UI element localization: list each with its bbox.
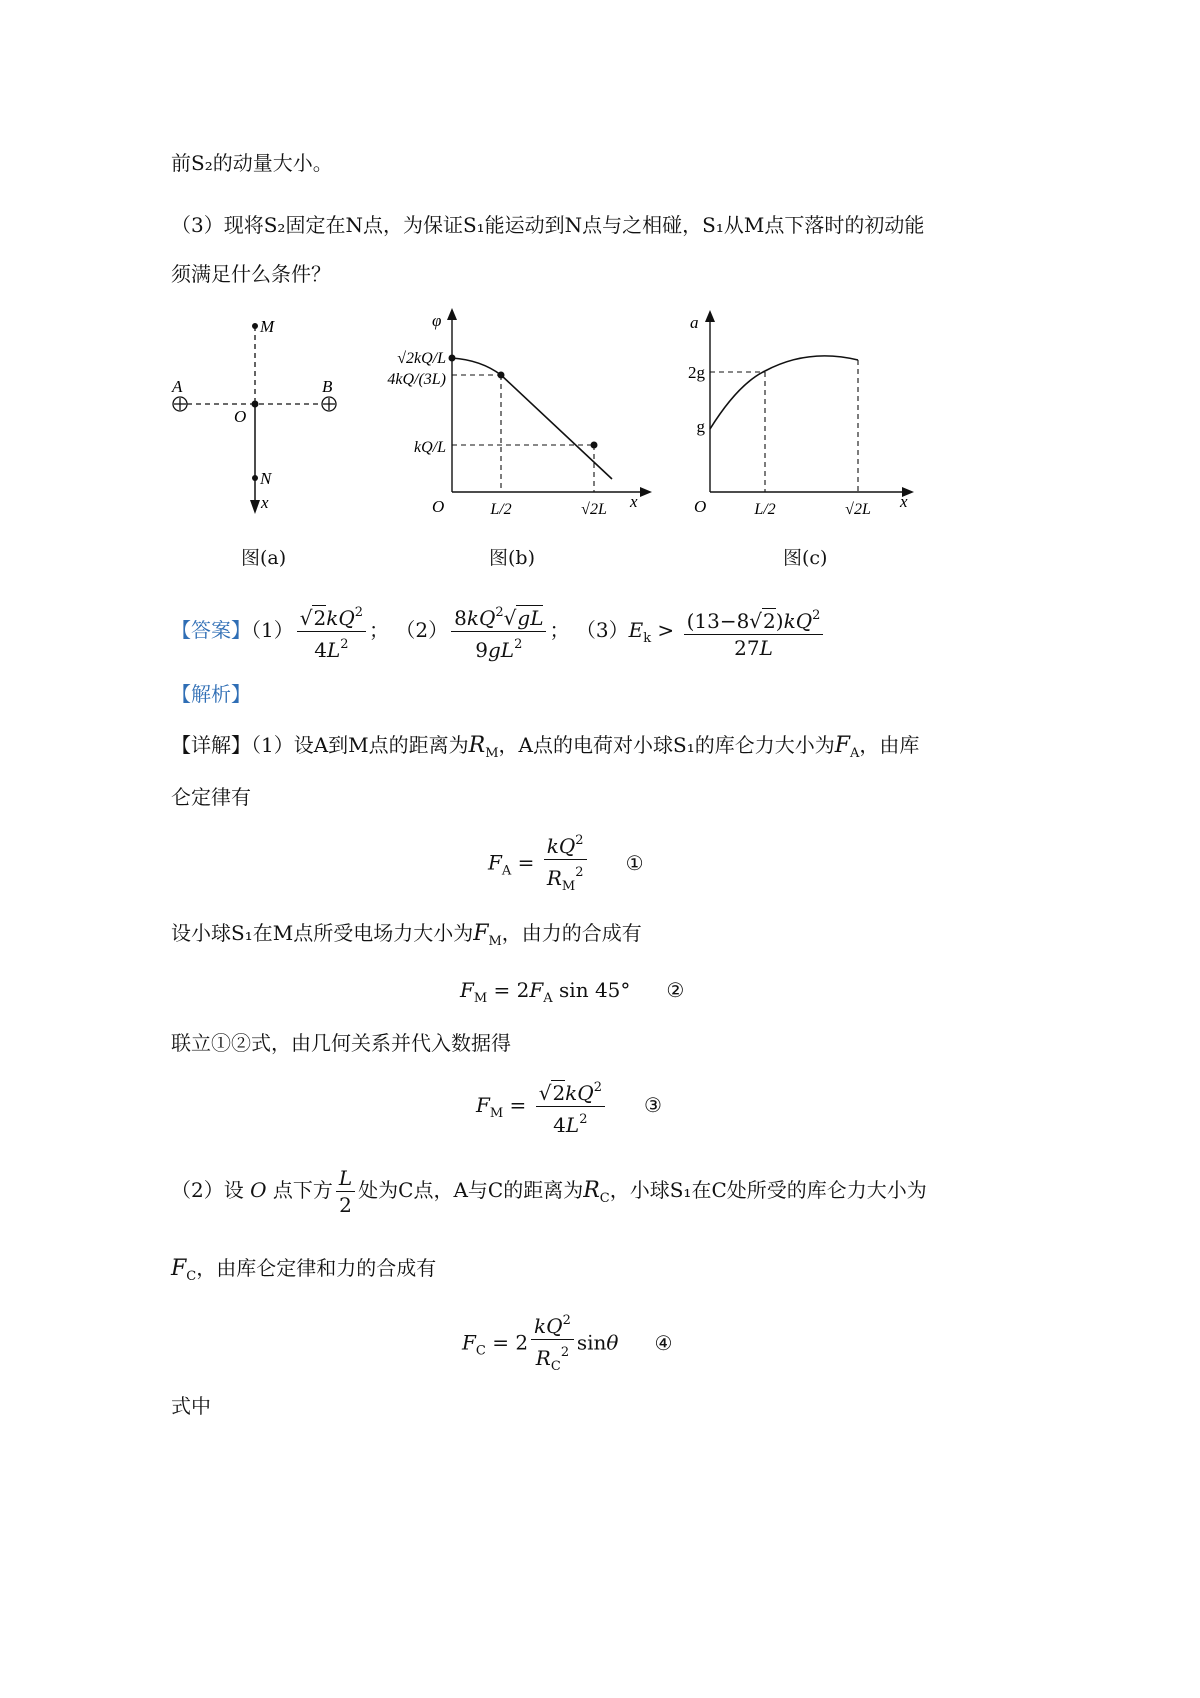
y-axis-label-phi: φ [432,311,442,330]
label-b: B [322,377,333,396]
detail-text: 处为C点，A与C的距离为 [358,1178,584,1202]
equation-2: $F_M = 2F_A$ sin 45° ② [460,978,685,1006]
detail-line-2: 仑定律有 [171,785,251,809]
tick-g: g [696,417,705,436]
figure-b-graph [376,306,658,530]
point-o [252,401,259,408]
acceleration-curve [710,356,858,429]
equation-4: $F_C = 2$ $\frac{kQ^2}{R_C^2}$ sinθ ④ [462,1308,672,1380]
figure-c-caption: 图(c) [783,547,828,569]
detail-text: ，由库 [859,733,920,757]
intro-line-1: 前S₂的动量大小。 [171,151,333,175]
answer-separator: ； [369,618,390,642]
equation-1: $F_A$ = $\frac{kQ^2}{R_M^2}$ ① [488,828,644,900]
tick-l-over-2: L/2 [754,501,776,518]
answer-separator: ； [549,618,570,642]
analysis-tag: 【解析】 [171,682,251,706]
detail-text: 设小球S₁在M点所受电场力大小为 [171,921,474,945]
x-axis-label: x [630,492,638,511]
detail-line-5: （2）设 O 点下方 $\frac{L}{2}$ 处为C点，A与C的距离为$R_C$，小球S₁在C处所受的库仑力大小为 [171,1166,927,1217]
label-x: x [261,493,269,512]
answer-part1-formula: $\frac{√2kQ^2}{4L^2}$ [297,600,366,663]
charge-b-icon [322,397,336,411]
answer-part3-formula: $E_k$ > $\frac{(13-8√2)kQ^2}{27L}$ [629,618,827,642]
answer-line [171,600,826,663]
detail-text: （1）设A到M点的距离为 [251,733,469,757]
tick-sqrt2kq-over-l: √2kQ/L [397,350,446,367]
figure-a-caption: 图(a) [241,547,287,569]
detail-text: 点下方 [272,1178,333,1202]
point-n [252,475,258,481]
y-axis-label-a: a [690,313,699,332]
point-m [252,323,258,329]
answer-part2-label: （2） [395,618,449,642]
label-a: A [172,377,183,396]
equation-tag: ② [666,978,685,1002]
tick-kq-over-l: kQ/L [414,439,446,456]
charge-a-icon [173,397,187,411]
label-n: N [260,469,272,488]
detail-line-3: 设小球S₁在M点所受电场力大小为$F_M$，由力的合成有 [171,921,642,949]
origin-label: O [694,497,707,516]
tick-sqrt2-l: √2L [581,501,607,518]
equation-tag: ③ [643,1093,662,1117]
detail-line-1: 【详解】（1）设A到M点的距离为$R_M$，A点的电荷对小球S₁的库仑力大小为$F_A$，由库 [171,733,920,761]
equation-tag: ④ [654,1330,673,1355]
x-axis-label: x [900,492,908,511]
equation-tag: ① [625,850,644,875]
answer-part1-label: （1） [251,618,294,642]
tick-4kq-over-3l: 4kQ/(3L) [387,371,446,388]
tick-2g: 2g [688,363,705,382]
question-3-line-1: （3）现将S₂固定在N点，为保证S₁能运动到N点与之相碰，S₁从M点下落时的初动能 [171,213,925,237]
detail-line-4: 联立①②式，由几何关系并代入数据得 [171,1031,511,1055]
tick-sqrt2-l: √2L [845,501,871,518]
detail-text: ，由库仑定律和力的合成有 [196,1256,437,1280]
figure-b-caption: 图(b) [489,547,535,569]
label-o: O [234,407,247,426]
label-m: M [260,317,275,336]
origin-label: O [432,497,445,516]
detail-text: ，A点的电荷对小球S₁的库仑力大小为 [498,733,835,757]
figure-a-diagram [165,312,365,524]
answer-part3-label: （3） [575,618,629,642]
detail-tag: 【详解】 [171,733,251,757]
detail-line-7: 式中 [171,1394,211,1418]
figure-c-graph [668,306,918,530]
potential-curve [452,358,612,479]
detail-text: ，小球S₁在C处所受的库仑力大小为 [609,1178,927,1202]
detail-line-6: $F_C$，由库仑定律和力的合成有 [171,1256,437,1284]
detail-text: （2）设 [171,1178,244,1202]
answer-tag: 【答案】 [171,618,251,642]
question-3-line-2: 须满足什么条件？ [171,262,331,286]
tick-l-over-2: L/2 [490,501,512,518]
answer-part2-formula: $\frac{8kQ^2√gL}{9gL^2}$ [451,600,546,663]
equation-3: $F_M$ = $\frac{√2kQ^2}{4L^2}$ ③ [476,1075,662,1138]
detail-text: ，由力的合成有 [501,921,642,945]
